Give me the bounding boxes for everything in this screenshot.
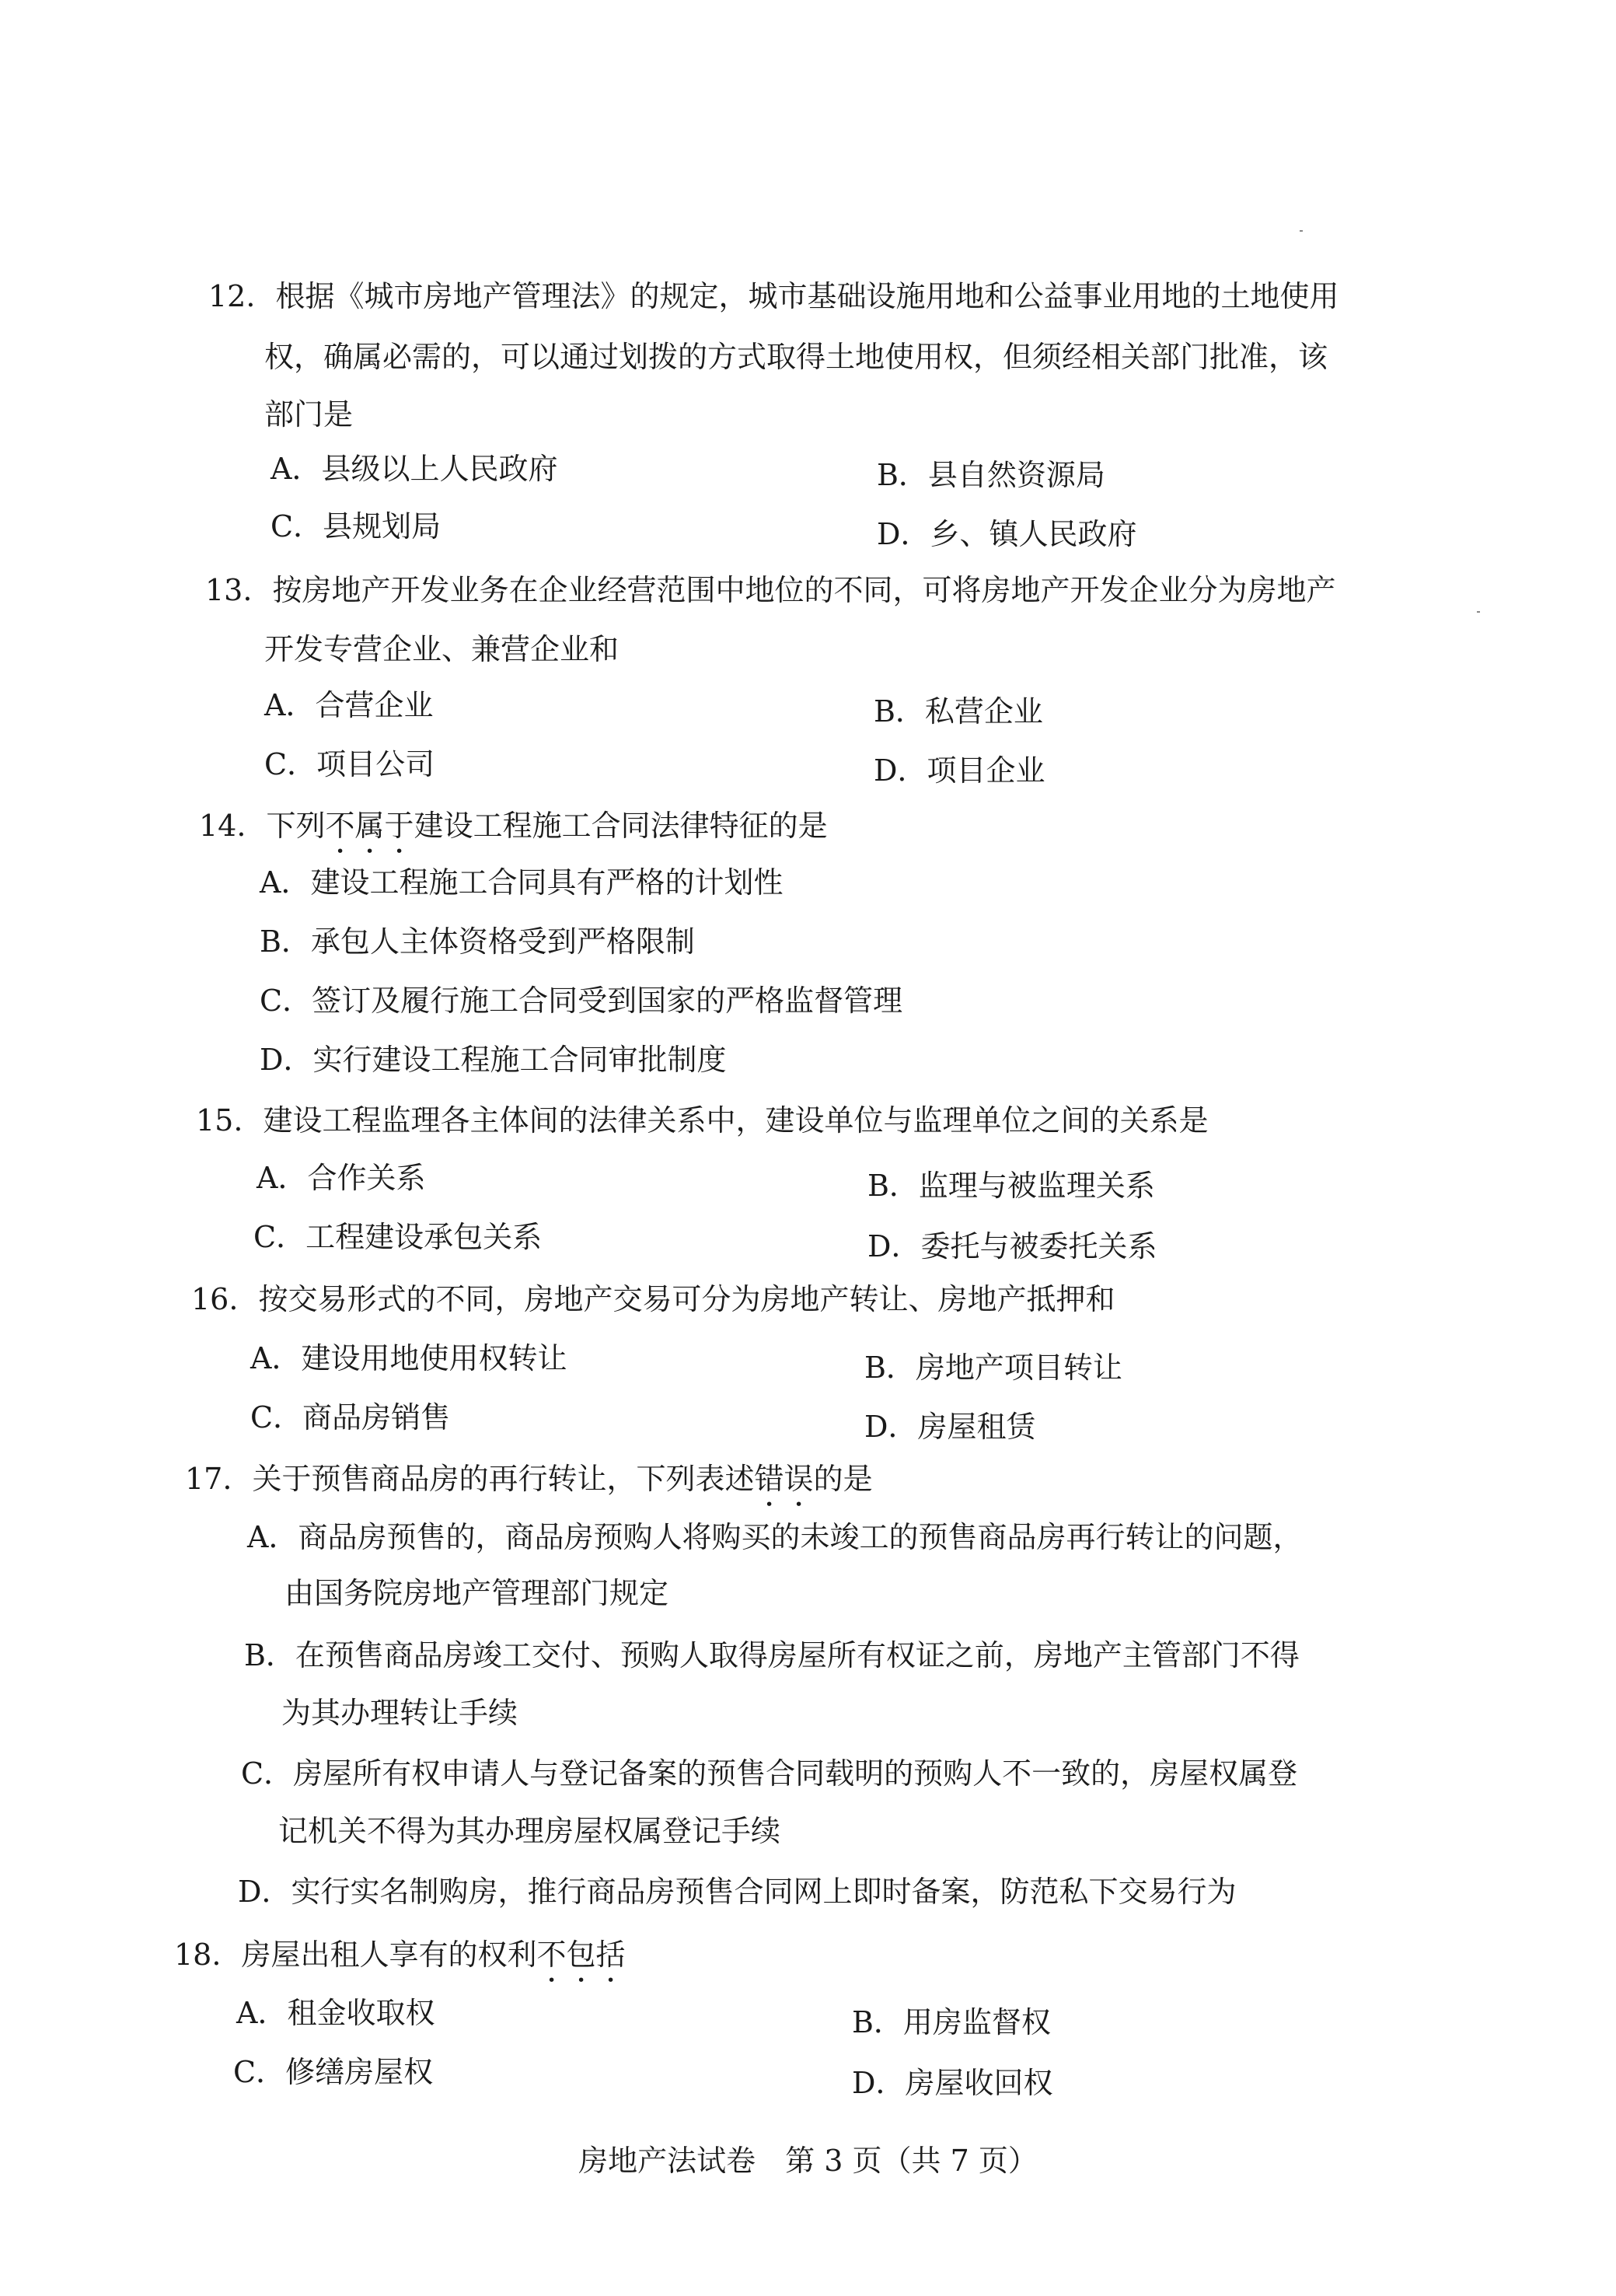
option-a-continued: 由国务院房地产管理部门规定 <box>284 1576 669 1610</box>
emphasized-text: 不属于 <box>325 809 414 843</box>
question-stem-line: 开发专营企业、兼营企业和 <box>264 632 620 666</box>
question-stem-line: 根据《城市房地产管理法》的规定，城市基础设施用地和公益事业用地的土地使用 <box>275 279 1339 313</box>
page-footer: 房地产法试卷 第 3 页（共 7 页） <box>578 2144 1038 2178</box>
question-number: 14. <box>199 809 246 843</box>
option-d: D．项目企业 <box>874 753 1045 788</box>
question-number: 16. <box>191 1282 239 1316</box>
option-c: C．工程建设承包关系 <box>253 1220 543 1254</box>
question-stem-line: 权，确属必需的，可以通过划拨的方式取得土地使用权，但须经相关部门批准，该 <box>264 340 1328 374</box>
option-c: C．县规划局 <box>270 509 442 543</box>
option-c: C．修缮房屋权 <box>233 2055 434 2089</box>
option-d: D．房屋收回权 <box>852 2066 1053 2100</box>
option-b: B．房地产项目转让 <box>864 1351 1122 1385</box>
question-stem <box>267 809 828 843</box>
option-a: A．县级以上人民政府 <box>270 452 558 486</box>
option-d: D．实行建设工程施工合同审批制度 <box>260 1043 727 1077</box>
option-c: C．房屋所有权申请人与登记备案的预售合同载明的预购人不一致的，房屋权属登 <box>241 1756 1298 1791</box>
option-b: B．在预售商品房竣工交付、预购人取得房屋所有权证之前，房地产主管部门不得 <box>244 1638 1300 1672</box>
question-stem-line: 建设工程监理各主体间的法律关系中，建设单位与监理单位之间的关系是 <box>263 1103 1209 1138</box>
scan-speck <box>1477 611 1480 613</box>
question-stem-line: 部门是 <box>264 397 354 432</box>
option-b: B．承包人主体资格受到严格限制 <box>260 924 695 959</box>
option-a: A．建设用地使用权转让 <box>250 1341 567 1375</box>
option-c: C．项目公司 <box>264 747 435 781</box>
question-number: 13. <box>205 573 253 607</box>
option-b: B．县自然资源局 <box>877 458 1105 492</box>
option-d: D．委托与被委托关系 <box>867 1229 1157 1263</box>
option-d: D．乡、镇人民政府 <box>877 517 1137 551</box>
option-d: D．房屋租赁 <box>864 1410 1036 1444</box>
option-c: C．签订及履行施工合同受到国家的严格监督管理 <box>260 984 903 1018</box>
emphasized-text: 错误 <box>754 1462 814 1496</box>
stem-text: 关于预售商品房的再行转让，下列表述 <box>252 1462 755 1496</box>
question-stem <box>242 1938 626 1972</box>
option-c-continued: 记机关不得为其办理房屋权属登记手续 <box>278 1814 781 1848</box>
stem-text: 下列 <box>266 809 326 843</box>
stem-text: 房屋出租人享有的权利 <box>241 1938 537 1972</box>
question-stem-line: 按房地产开发业务在企业经营范围中地位的不同，可将房地产开发企业分为房地产 <box>272 573 1336 607</box>
option-b: B．监理与被监理关系 <box>867 1169 1155 1203</box>
option-a: A．合营企业 <box>264 688 434 722</box>
option-b: B．用房监督权 <box>852 2005 1051 2039</box>
option-a: A．合作关系 <box>257 1161 426 1195</box>
option-c: C．商品房销售 <box>250 1400 451 1435</box>
question-stem-line: 按交易形式的不同，房地产交易可分为房地产转让、房地产抵押和 <box>258 1282 1115 1316</box>
option-b: B．私营企业 <box>874 694 1043 729</box>
question-number: 15. <box>196 1103 243 1138</box>
option-d: D．实行实名制购房，推行商品房预售合同网上即时备案，防范私下交易行为 <box>238 1875 1237 1909</box>
option-b-continued: 为其办理转让手续 <box>281 1696 518 1730</box>
question-number: 18. <box>174 1938 222 1972</box>
question-stem <box>253 1462 873 1496</box>
stem-text: 建设工程施工合同法律特征的是 <box>414 809 828 843</box>
option-a: A．租金收取权 <box>236 1996 435 2030</box>
option-a: A．商品房预售的，商品房预购人将购买的未竣工的预售商品房再行转让的问题， <box>247 1520 1303 1554</box>
emphasized-text: 不包括 <box>536 1938 626 1972</box>
scan-speck <box>1300 230 1303 232</box>
question-number: 12. <box>208 279 256 313</box>
option-a: A．建设工程施工合同具有严格的计划性 <box>260 865 784 900</box>
stem-text: 的是 <box>813 1462 873 1496</box>
question-number: 17. <box>185 1462 232 1496</box>
